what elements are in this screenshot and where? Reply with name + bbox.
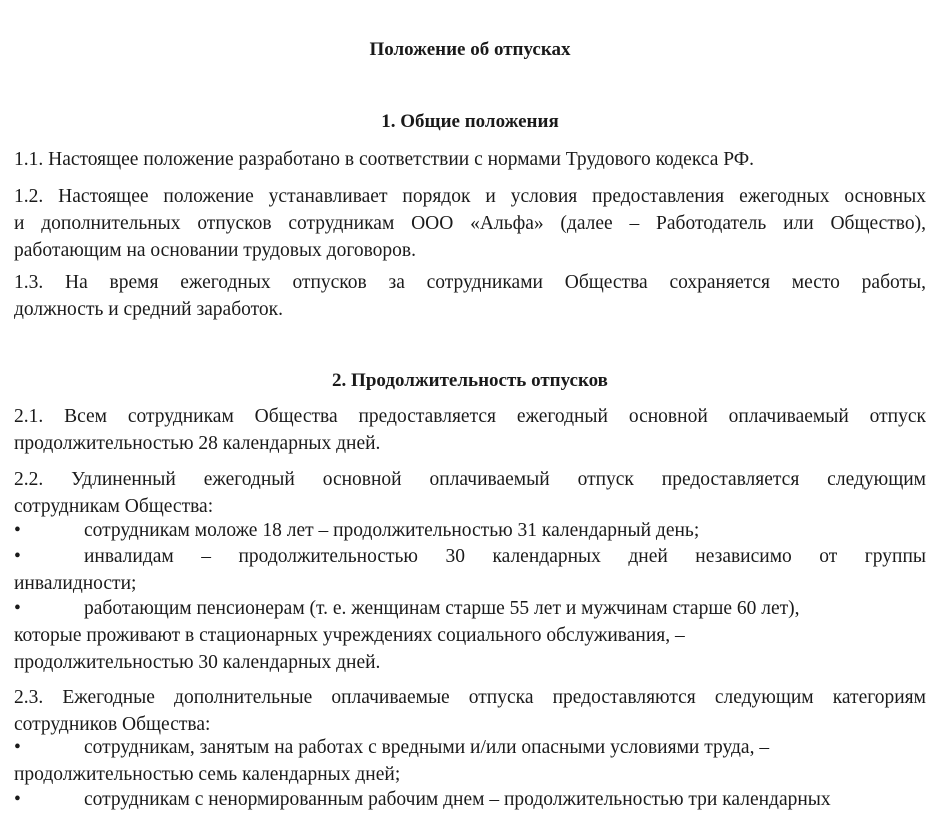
bullet-item (14, 595, 926, 676)
bullet-item (14, 543, 926, 597)
text-line: 2.1. Всем сотрудникам Общества предоставляется ежегодный основной оплачиваемый отпуск (14, 406, 926, 427)
text-line: сотрудникам Общества: (14, 496, 214, 517)
bullet-icon: • (14, 520, 21, 541)
text-line: 1.2. Настоящее положение устанавливает порядок и условия предоставления ежегодных основных (14, 186, 926, 207)
bullet-item (14, 734, 926, 788)
text-line: и дополнительных отпусков сотрудникам ООО «Альфа» (далее – Работодатель или Общество), (14, 213, 926, 234)
text-line: которые проживают в стационарных учреждениях социального обслуживания, – (14, 625, 685, 646)
bullet-item (14, 786, 926, 813)
text-line: работающим на основании трудовых договоров. (14, 240, 417, 261)
text-line: инвалидности; (14, 573, 137, 594)
paragraph-1-1 (14, 146, 926, 173)
text-line: сотрудникам, занятым на работах с вредными и/или опасными условиями труда, – (84, 737, 770, 758)
bullet-item (14, 517, 926, 544)
bullet-icon: • (14, 598, 21, 619)
text-line: должность и средний заработок. (14, 299, 283, 320)
text-line: продолжительностью 28 календарных дней. (14, 433, 381, 454)
text-line: сотрудников Общества: (14, 714, 211, 735)
text-line: 2.2. Удлиненный ежегодный основной оплачиваемый отпуск предоставляется следующим (14, 469, 926, 490)
paragraph-2-1 (14, 403, 926, 457)
section-heading-1: 1. Общие положения (381, 111, 559, 132)
text-line: 1.3. На время ежегодных отпусков за сотрудниками Общества сохраняется место работы, (14, 272, 926, 293)
text-line: инвалидам – продолжительностью 30 календарных дней независимо от группы (84, 546, 926, 567)
paragraph-1-2 (14, 183, 926, 264)
paragraph-2-2 (14, 466, 926, 520)
document-title: Положение об отпусках (369, 39, 571, 60)
text-line: сотрудникам моложе 18 лет – продолжительностью 31 календарный день; (84, 520, 700, 541)
text-line: продолжительностью 30 календарных дней. (14, 652, 381, 673)
text-line: 2.3. Ежегодные дополнительные оплачиваемые отпуска предоставляются следующим категориям (14, 687, 926, 708)
bullet-icon: • (14, 789, 21, 810)
text-line: работающим пенсионерам (т. е. женщинам старше 55 лет и мужчинам старше 60 лет), (84, 598, 800, 619)
text-line: продолжительностью семь календарных дней; (14, 764, 401, 785)
section-heading-2: 2. Продолжительность отпусков (332, 370, 608, 391)
bullet-icon: • (14, 546, 21, 567)
bullet-icon: • (14, 737, 21, 758)
text-line: сотрудникам с ненормированным рабочим днем – продолжительностью три календарных (84, 789, 831, 810)
paragraph-2-3 (14, 684, 926, 738)
paragraph-1-3 (14, 269, 926, 323)
text-line: 1.1. Настоящее положение разработано в соответствии с нормами Трудового кодекса РФ. (14, 149, 755, 170)
